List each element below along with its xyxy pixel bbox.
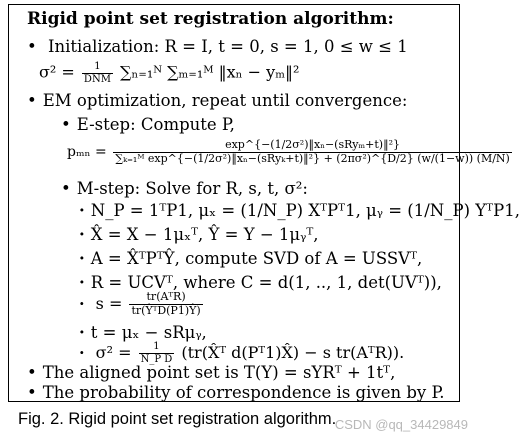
sigma-fraction <box>82 61 113 85</box>
m7-fraction <box>139 341 175 365</box>
sigma-frac-num: 1 <box>82 61 113 74</box>
estep-line: • E-step: Compute P, <box>61 117 235 134</box>
m7-rhs: (tr(X̂ᵀ d(Pᵀ1)X̂) − s tr(AᵀR)). <box>181 343 405 362</box>
probability-line: • The probability of correspondence is given by P. <box>27 385 444 402</box>
mstep-eq-1: · N_P = 1ᵀP1, μₓ = (1/N_P) XᵀPᵀ1, μᵧ = (1/N_P) YᵀP1, <box>79 203 520 220</box>
m5-den: tr(ŶᵀD(P1)Ŷ) <box>131 303 201 317</box>
init-equation: R = I, t = 0, s = 1, 0 ≤ w ≤ 1 <box>164 37 408 56</box>
sigma-rhs: ∑ₙ₌₁ᴺ ∑ₘ₌₁ᴹ ‖xₙ − yₘ‖² <box>120 62 300 82</box>
algorithm-box <box>8 4 520 402</box>
pmn-fraction <box>113 139 512 165</box>
em-line: • EM optimization, repeat until convergence: <box>27 93 407 110</box>
pmn-den: ∑ₖ₌₁ᴹ exp^{−(1/2σ²)‖xₙ−(sRyₖ+t)‖²} + (2πσ²)^{D/2} (w/(1−w)) (M/N) <box>115 151 510 165</box>
aligned-line: • The aligned point set is T(Y) = sYRᵀ + 1tᵀ, <box>27 365 395 382</box>
mstep-eq-4: · R = UCVᵀ, where C = d(1, .., 1, det(UVᵀ)), <box>79 275 442 292</box>
m5-lhs: s = <box>95 294 123 314</box>
mstep-eq-2: · X̂ = X − 1μₓᵀ, Ŷ = Y − 1μᵧᵀ, <box>79 227 319 244</box>
m5-num: tr(AᵀR) <box>129 291 202 305</box>
mstep-line: • M-step: Solve for R, s, t, σ²: <box>61 181 308 198</box>
sigma-lhs: σ² = <box>39 62 75 82</box>
sigma-init-equation <box>39 61 299 85</box>
pmn-lhs: pₘₙ = <box>67 144 107 161</box>
m7-num: 1 <box>139 341 175 354</box>
init-label: Initialization: <box>47 37 160 56</box>
figure-caption: Fig. 2. Rigid point set registration algorithm. <box>18 410 337 428</box>
init-line <box>27 39 408 56</box>
pmn-num: exp^{−(1/2σ²)‖xₙ−(sRyₘ+t)‖²} <box>113 139 512 153</box>
m7-lhs: σ² = <box>95 343 132 362</box>
m7-den: N_P D <box>140 353 173 365</box>
mstep-eq-6: · t = μₓ − sRμᵧ, <box>79 325 207 342</box>
watermark: CSDN @qq_34429849 <box>334 417 468 432</box>
pmn-equation <box>67 139 514 165</box>
mstep-eq-7 <box>79 341 404 365</box>
m5-fraction <box>129 291 202 317</box>
mstep-eq-3: · A = X̂ᵀPᵀŶ, compute SVD of A = USSVᵀ, <box>79 251 422 268</box>
algorithm-title: Rigid point set registration algorithm: <box>27 9 394 29</box>
sigma-frac-den: DNM <box>83 73 111 85</box>
mstep-eq-5 <box>79 291 205 317</box>
